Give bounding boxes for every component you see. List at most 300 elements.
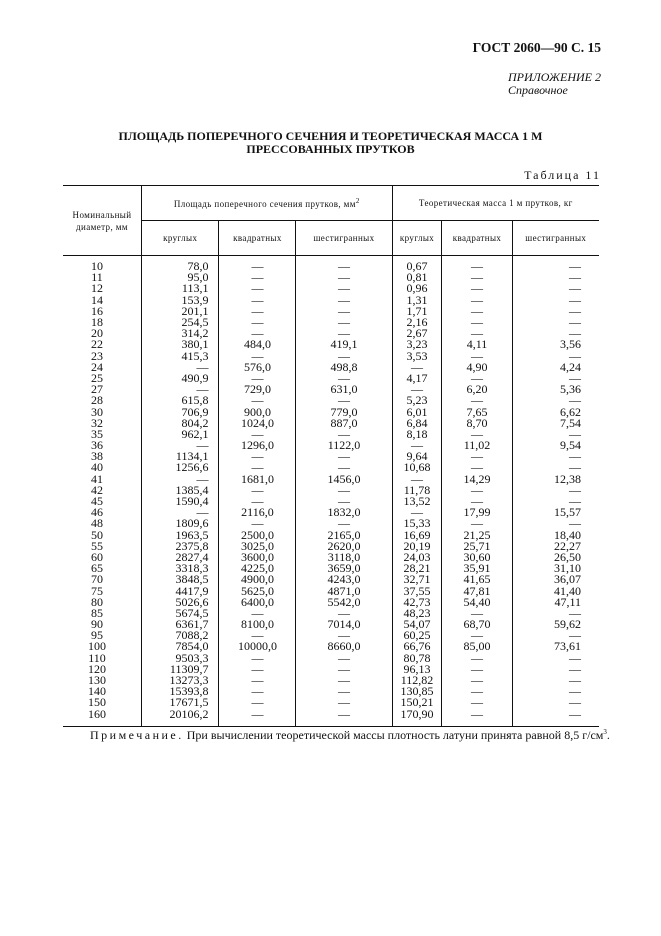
table-cell: 32,71 bbox=[392, 574, 442, 585]
table-cell: 3118,0 bbox=[296, 552, 392, 563]
table-cell: 48,23 bbox=[392, 608, 442, 619]
table-cell: — bbox=[512, 373, 599, 384]
page-title bbox=[0, 130, 661, 156]
table-cell: — bbox=[512, 675, 599, 686]
table-cell: 55 bbox=[91, 538, 103, 553]
table-cell: — bbox=[442, 295, 512, 306]
table-cell: — bbox=[142, 507, 219, 518]
table-cell: 314,2 bbox=[142, 328, 219, 339]
table-cell: 1134,1 bbox=[142, 451, 219, 462]
table-cell: — bbox=[142, 362, 219, 373]
footnote-label: Примечание. bbox=[90, 728, 184, 742]
table-cell: 415,3 bbox=[142, 351, 219, 362]
appendix-title: ПРИЛОЖЕНИЕ 2 bbox=[508, 70, 601, 84]
table-cell: — bbox=[142, 474, 219, 485]
table-cell: — bbox=[512, 664, 599, 675]
table-cell: — bbox=[442, 697, 512, 708]
table-cell: 8100,0 bbox=[219, 619, 296, 630]
table-cell: 38 bbox=[91, 449, 103, 464]
table-cell: 150 bbox=[88, 695, 106, 710]
table-row bbox=[63, 283, 599, 294]
table-cell: 11 bbox=[91, 270, 103, 285]
table-row bbox=[63, 686, 599, 697]
table-cell: 42 bbox=[91, 482, 103, 497]
table-cell: 1122,0 bbox=[296, 440, 392, 451]
table-cell: 3318,3 bbox=[142, 563, 219, 574]
appendix-type: Справочное bbox=[508, 83, 568, 97]
table-cell: 47,81 bbox=[442, 585, 512, 596]
appendix-block bbox=[508, 71, 601, 97]
table-cell: — bbox=[296, 283, 392, 294]
table-cell: 75 bbox=[91, 583, 103, 598]
table-cell: — bbox=[442, 451, 512, 462]
table-row bbox=[63, 653, 599, 664]
table-cell: 153,9 bbox=[142, 295, 219, 306]
table-cell: — bbox=[219, 697, 296, 708]
table-row bbox=[63, 317, 599, 328]
table-cell: 2165,0 bbox=[296, 530, 392, 541]
table-cell: 25 bbox=[91, 370, 103, 385]
table-cell: 498,8 bbox=[296, 362, 392, 373]
table-cell: 45 bbox=[91, 494, 103, 509]
table-row bbox=[63, 507, 599, 518]
table-row bbox=[63, 697, 599, 708]
table-cell: 130,85 bbox=[392, 686, 442, 697]
table-cell: — bbox=[442, 653, 512, 664]
table-cell: — bbox=[219, 283, 296, 294]
table-cell: 4243,0 bbox=[296, 574, 392, 585]
table-row bbox=[63, 272, 599, 283]
table-cell: — bbox=[219, 256, 296, 273]
table-cell: 2116,0 bbox=[219, 507, 296, 518]
table-row bbox=[63, 641, 599, 652]
header-mass-round: круглых bbox=[392, 221, 442, 256]
table-cell: 706,9 bbox=[142, 406, 219, 417]
table-cell: — bbox=[512, 518, 599, 529]
table-cell: 962,1 bbox=[142, 429, 219, 440]
table-cell: — bbox=[442, 675, 512, 686]
table-cell: — bbox=[142, 440, 219, 451]
table-cell: 2500,0 bbox=[219, 530, 296, 541]
table-cell: — bbox=[296, 429, 392, 440]
table-cell: 95,0 bbox=[142, 272, 219, 283]
table-cell: 2,16 bbox=[392, 317, 442, 328]
title-line-2: ПРЕССОВАННЫХ ПРУТКОВ bbox=[246, 142, 415, 156]
table-cell: 3600,0 bbox=[219, 552, 296, 563]
header-diameter: Номинальный диаметр, мм bbox=[63, 186, 142, 256]
table-cell: 4,90 bbox=[442, 362, 512, 373]
table-cell: 8660,0 bbox=[296, 641, 392, 652]
table-cell: — bbox=[512, 295, 599, 306]
table-cell: — bbox=[296, 328, 392, 339]
table-cell: 1385,4 bbox=[142, 485, 219, 496]
table-cell: 78,0 bbox=[142, 256, 219, 273]
table-cell: 140 bbox=[88, 684, 106, 699]
table-cell: 54,40 bbox=[442, 597, 512, 608]
table-cell: 2375,8 bbox=[142, 541, 219, 552]
table-cell: 85,00 bbox=[442, 641, 512, 652]
table-cell: — bbox=[512, 306, 599, 317]
table-cell: 2827,4 bbox=[142, 552, 219, 563]
table-cell: — bbox=[512, 496, 599, 507]
table-cell: 46 bbox=[91, 505, 103, 520]
table-cell: — bbox=[512, 462, 599, 473]
table-cell: — bbox=[219, 429, 296, 440]
table-cell: 100 bbox=[88, 639, 106, 654]
table-cell: — bbox=[219, 306, 296, 317]
table-cell: 41 bbox=[91, 471, 103, 486]
table-cell: — bbox=[442, 664, 512, 675]
table-cell: 12 bbox=[91, 281, 103, 296]
table-cell: 35,91 bbox=[442, 563, 512, 574]
table-cell: — bbox=[512, 395, 599, 406]
table-cell: — bbox=[296, 351, 392, 362]
table-cell: 1809,6 bbox=[142, 518, 219, 529]
table-cell: 120 bbox=[88, 661, 106, 676]
table-cell: 2620,0 bbox=[296, 541, 392, 552]
table-cell: — bbox=[512, 429, 599, 440]
table-cell: 4900,0 bbox=[219, 574, 296, 585]
table-cell: — bbox=[442, 485, 512, 496]
table-cell: 0,81 bbox=[392, 272, 442, 283]
table-cell: 90 bbox=[91, 617, 103, 632]
table-cell: 729,0 bbox=[219, 384, 296, 395]
table-row bbox=[63, 295, 599, 306]
table-cell: 68,70 bbox=[442, 619, 512, 630]
table-cell: 9503,3 bbox=[142, 653, 219, 664]
table-cell: 5674,5 bbox=[142, 608, 219, 619]
table-cell: — bbox=[219, 272, 296, 283]
table-cell: — bbox=[392, 474, 442, 485]
table-row bbox=[63, 362, 599, 373]
table-cell: 576,0 bbox=[219, 362, 296, 373]
table-cell: — bbox=[296, 697, 392, 708]
table-cell: — bbox=[219, 395, 296, 406]
table-cell: 18,40 bbox=[512, 530, 599, 541]
table-cell: 150,21 bbox=[392, 697, 442, 708]
table-cell: — bbox=[296, 256, 392, 273]
table-cell: 484,0 bbox=[219, 339, 296, 350]
table-cell: — bbox=[219, 328, 296, 339]
table-cell: — bbox=[219, 608, 296, 619]
table-cell: — bbox=[442, 462, 512, 473]
table-cell: 1296,0 bbox=[219, 440, 296, 451]
table-cell: — bbox=[296, 664, 392, 675]
table-cell: — bbox=[296, 653, 392, 664]
table-cell: — bbox=[442, 328, 512, 339]
table-cell: — bbox=[219, 317, 296, 328]
table-cell: 20 bbox=[91, 326, 103, 341]
table-cell: 11,78 bbox=[392, 485, 442, 496]
table-cell: 6,84 bbox=[392, 418, 442, 429]
table-cell: 5026,6 bbox=[142, 597, 219, 608]
table-cell: 5,23 bbox=[392, 395, 442, 406]
table-cell: 23 bbox=[91, 348, 103, 363]
table-row bbox=[63, 664, 599, 675]
table-cell: 6400,0 bbox=[219, 597, 296, 608]
table-cell: — bbox=[392, 384, 442, 395]
table-cell: 24,03 bbox=[392, 552, 442, 563]
table-cell: 4,24 bbox=[512, 362, 599, 373]
table-cell: 3659,0 bbox=[296, 563, 392, 574]
table-cell: 73,61 bbox=[512, 641, 599, 652]
table-cell: 37,55 bbox=[392, 585, 442, 596]
table-cell: 4225,0 bbox=[219, 563, 296, 574]
table-cell: 8,18 bbox=[392, 429, 442, 440]
table-cell: — bbox=[219, 295, 296, 306]
table-cell: — bbox=[392, 507, 442, 518]
table-row bbox=[63, 256, 599, 273]
table-cell: 41,40 bbox=[512, 585, 599, 596]
table-cell: 15,33 bbox=[392, 518, 442, 529]
table-cell: 36,07 bbox=[512, 574, 599, 585]
table-cell: 7,54 bbox=[512, 418, 599, 429]
table-cell: 5625,0 bbox=[219, 585, 296, 596]
table-cell: 1590,4 bbox=[142, 496, 219, 507]
table-cell: — bbox=[442, 272, 512, 283]
table-cell: 42,73 bbox=[392, 597, 442, 608]
table-row bbox=[63, 709, 599, 727]
table-cell: — bbox=[512, 451, 599, 462]
table-cell: 96,13 bbox=[392, 664, 442, 675]
table-cell: 30 bbox=[91, 404, 103, 419]
footnote: Примечание. При вычислении теоретической массы плотность латуни принята равной 8,5 $г/см^3$. bbox=[90, 728, 610, 742]
table-row bbox=[63, 619, 599, 630]
table-cell: 60 bbox=[91, 549, 103, 564]
table-cell: — bbox=[442, 709, 512, 727]
table-cell: — bbox=[512, 283, 599, 294]
title-line-1: ПЛОЩАДЬ ПОПЕРЕЧНОГО СЕЧЕНИЯ И ТЕОРЕТИЧЕСКАЯ МАССА 1 М bbox=[118, 129, 543, 143]
table-cell: — bbox=[442, 351, 512, 362]
table-cell: 36 bbox=[91, 438, 103, 453]
table-cell: 17671,5 bbox=[142, 697, 219, 708]
table-cell: — bbox=[219, 496, 296, 507]
table-cell: 50 bbox=[91, 527, 103, 542]
table-cell: — bbox=[219, 664, 296, 675]
table-cell: — bbox=[392, 362, 442, 373]
table-cell: 1832,0 bbox=[296, 507, 392, 518]
table-cell: 3848,5 bbox=[142, 574, 219, 585]
table-cell: 0,96 bbox=[392, 283, 442, 294]
table-cell: — bbox=[442, 306, 512, 317]
table-cell: — bbox=[296, 485, 392, 496]
table-cell: 2,67 bbox=[392, 328, 442, 339]
table-cell: 47,11 bbox=[512, 597, 599, 608]
table-cell: — bbox=[442, 283, 512, 294]
table-cell: — bbox=[512, 608, 599, 619]
table-cell: 3025,0 bbox=[219, 541, 296, 552]
table-cell: 66,76 bbox=[392, 641, 442, 652]
table-cell: — bbox=[296, 451, 392, 462]
table-row bbox=[63, 306, 599, 317]
table-cell: — bbox=[219, 686, 296, 697]
table-cell: — bbox=[296, 272, 392, 283]
table-cell: 112,82 bbox=[392, 675, 442, 686]
table-cell: 490,9 bbox=[142, 373, 219, 384]
table-cell: 85 bbox=[91, 605, 103, 620]
footnote-sup: 3 bbox=[603, 728, 607, 736]
table-cell: — bbox=[442, 256, 512, 273]
table-cell: 1,71 bbox=[392, 306, 442, 317]
table-cell: — bbox=[442, 686, 512, 697]
table-cell: — bbox=[296, 630, 392, 641]
table-cell: 254,5 bbox=[142, 317, 219, 328]
header-area-square: квадратных bbox=[219, 221, 296, 256]
table-cell: — bbox=[442, 608, 512, 619]
table-cell: 25,71 bbox=[442, 541, 512, 552]
table-cell: — bbox=[296, 295, 392, 306]
table-cell: — bbox=[296, 395, 392, 406]
table-cell: 130 bbox=[88, 673, 106, 688]
table-cell: 0,67 bbox=[392, 256, 442, 273]
table-cell: — bbox=[219, 675, 296, 686]
table-cell: — bbox=[442, 429, 512, 440]
table-cell: 6,20 bbox=[442, 384, 512, 395]
table-cell: 4417,9 bbox=[142, 585, 219, 596]
table-cell: 7854,0 bbox=[142, 641, 219, 652]
table-cell: 15393,8 bbox=[142, 686, 219, 697]
table-cell: 1,31 bbox=[392, 295, 442, 306]
table-cell: 419,1 bbox=[296, 339, 392, 350]
table-cell: 615,8 bbox=[142, 395, 219, 406]
table-cell: 887,0 bbox=[296, 418, 392, 429]
table-cell: 4,17 bbox=[392, 373, 442, 384]
table-cell: 3,53 bbox=[392, 351, 442, 362]
table-cell: 65 bbox=[91, 561, 103, 576]
table-cell: 27 bbox=[91, 382, 103, 397]
table-cell: — bbox=[512, 653, 599, 664]
table-cell: — bbox=[219, 373, 296, 384]
table-cell: 380,1 bbox=[142, 339, 219, 350]
table-cell: 41,65 bbox=[442, 574, 512, 585]
table-cell: 4871,0 bbox=[296, 585, 392, 596]
header-mass-square: квадратных bbox=[442, 221, 512, 256]
table-cell: 201,1 bbox=[142, 306, 219, 317]
table-cell: 6,01 bbox=[392, 406, 442, 417]
table-cell: 3,23 bbox=[392, 339, 442, 350]
table-cell: 60,25 bbox=[392, 630, 442, 641]
table-cell: — bbox=[296, 462, 392, 473]
footnote-text: При вычислении теоретической массы плотность латуни принята равной 8,5 г/см bbox=[186, 728, 604, 742]
table-cell: 1963,5 bbox=[142, 530, 219, 541]
table-cell: — bbox=[512, 317, 599, 328]
table-cell: 631,0 bbox=[296, 384, 392, 395]
document-header bbox=[473, 40, 601, 56]
table-cell: 7088,2 bbox=[142, 630, 219, 641]
table-cell: 31,10 bbox=[512, 563, 599, 574]
table-cell: 28,21 bbox=[392, 563, 442, 574]
table-cell: — bbox=[296, 608, 392, 619]
table-cell: — bbox=[442, 317, 512, 328]
table-cell: 160 bbox=[88, 706, 106, 721]
table-cell: 59,62 bbox=[512, 619, 599, 630]
table-cell: 70 bbox=[91, 572, 103, 587]
table-cell: 1456,0 bbox=[296, 474, 392, 485]
table-cell: 26,50 bbox=[512, 552, 599, 563]
table-cell: — bbox=[442, 395, 512, 406]
table-cell: — bbox=[219, 451, 296, 462]
table-cell: 54,07 bbox=[392, 619, 442, 630]
table-cell: 110 bbox=[88, 650, 106, 665]
header-mass-hex: шестигранных bbox=[512, 221, 599, 256]
table-cell: — bbox=[512, 630, 599, 641]
table-cell: 5,36 bbox=[512, 384, 599, 395]
table-cell: — bbox=[512, 328, 599, 339]
table-cell: 10 bbox=[91, 259, 103, 274]
table-cell: — bbox=[442, 496, 512, 507]
table-row bbox=[63, 474, 599, 485]
table-cell: 24 bbox=[91, 359, 103, 374]
table-cell: 80,78 bbox=[392, 653, 442, 664]
table-cell: — bbox=[219, 485, 296, 496]
table-row bbox=[63, 451, 599, 462]
table-cell: 16,69 bbox=[392, 530, 442, 541]
table-cell: — bbox=[512, 709, 599, 727]
table-cell: 40 bbox=[91, 460, 103, 475]
table-cell: 28 bbox=[91, 393, 103, 408]
table-cell: — bbox=[296, 496, 392, 507]
table-cell: 1681,0 bbox=[219, 474, 296, 485]
table-cell: — bbox=[219, 709, 296, 727]
table-cell: — bbox=[296, 317, 392, 328]
table-cell: 5542,0 bbox=[296, 597, 392, 608]
table-cell: 7014,0 bbox=[296, 619, 392, 630]
table-cell: — bbox=[219, 462, 296, 473]
table-cell: — bbox=[512, 256, 599, 273]
table-cell: 16 bbox=[91, 303, 103, 318]
table-cell: — bbox=[442, 518, 512, 529]
table-cell: 900,0 bbox=[219, 406, 296, 417]
table-row bbox=[63, 384, 599, 395]
table-cell: 170,90 bbox=[392, 709, 442, 727]
table-cell: — bbox=[296, 709, 392, 727]
table-cell: 11309,7 bbox=[142, 664, 219, 675]
table-row bbox=[63, 418, 599, 429]
header-mass-group: Теоретическая масса 1 м прутков, кг bbox=[392, 186, 599, 221]
data-table bbox=[63, 185, 599, 727]
table-cell: 11,02 bbox=[442, 440, 512, 451]
header-area-hex: шестигранных bbox=[296, 221, 392, 256]
table-cell: 3,56 bbox=[512, 339, 599, 350]
table-cell: 10,68 bbox=[392, 462, 442, 473]
table-cell: — bbox=[219, 630, 296, 641]
table-body bbox=[63, 256, 599, 727]
table-cell: — bbox=[512, 272, 599, 283]
table-cell: 21,25 bbox=[442, 530, 512, 541]
table-cell: 13273,3 bbox=[142, 675, 219, 686]
table-cell: — bbox=[296, 675, 392, 686]
table-cell: — bbox=[296, 306, 392, 317]
table-cell: 14 bbox=[91, 292, 103, 307]
table-cell: 80 bbox=[91, 594, 103, 609]
table-cell: 9,54 bbox=[512, 440, 599, 451]
table-cell: 1024,0 bbox=[219, 418, 296, 429]
table-cell: — bbox=[442, 630, 512, 641]
table-row bbox=[63, 597, 599, 608]
table-cell: 9,64 bbox=[392, 451, 442, 462]
table-label: Таблица 11 bbox=[524, 168, 601, 182]
table-cell: — bbox=[219, 653, 296, 664]
table-cell: — bbox=[296, 518, 392, 529]
table-cell: — bbox=[512, 351, 599, 362]
table-cell: 20,19 bbox=[392, 541, 442, 552]
header-area-group: Площадь поперечного сечения прутков, $мм^2$ bbox=[142, 186, 393, 221]
table-cell: — bbox=[512, 697, 599, 708]
table-cell: 4,11 bbox=[442, 339, 512, 350]
table-cell: — bbox=[512, 686, 599, 697]
table-cell: 15,57 bbox=[512, 507, 599, 518]
table-cell: 22,27 bbox=[512, 541, 599, 552]
